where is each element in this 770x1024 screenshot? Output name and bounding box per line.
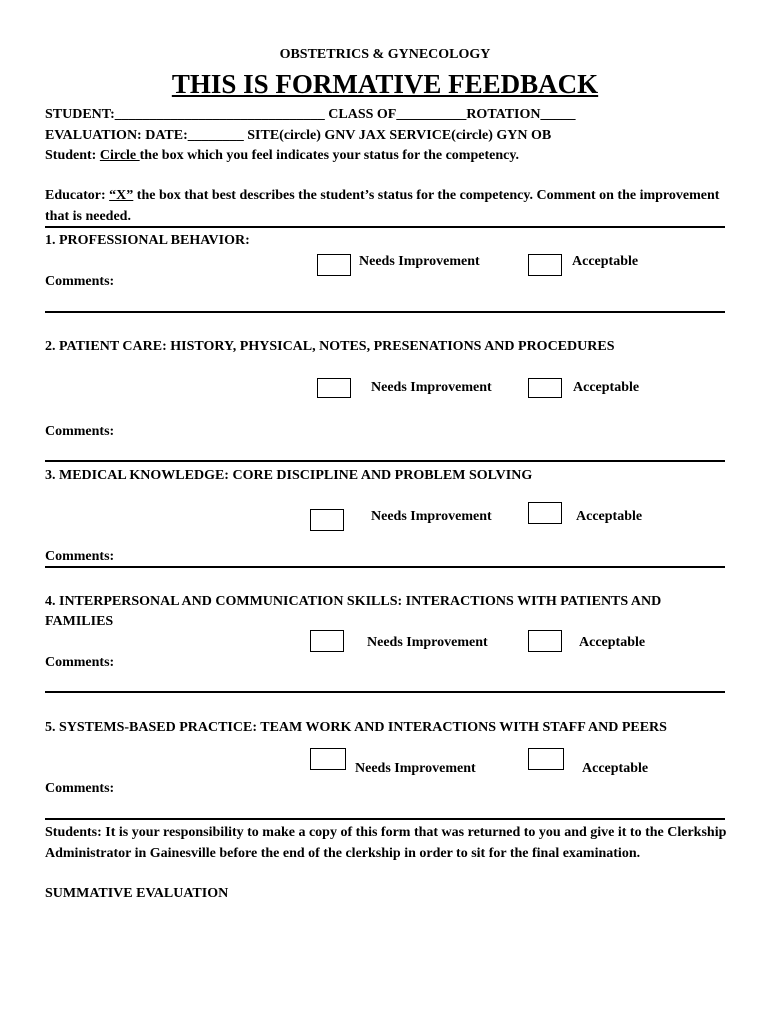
educator-rest: the box that best describes the student’s status for the competency. Comment on the improvement that is needed. [45,188,720,224]
section-1-comments-label: Comments: [45,274,115,289]
educator-prefix: Educator: [45,188,110,203]
section-2-title: 2. PATIENT CARE: HISTORY, PHYSICAL, NOTES, PRESENATIONS AND PROCEDURES [45,339,615,354]
section-4-acceptable-checkbox[interactable] [528,630,562,652]
section-4-comments-label: Comments: [45,655,115,670]
divider [45,818,725,820]
section-4-title: 4. INTERPERSONAL AND COMMUNICATION SKILLS: INTERACTIONS WITH PATIENTS AND [45,594,662,609]
section-4-needs-improvement-checkbox[interactable] [310,630,344,652]
section-4-needs-improvement-label: Needs Improvement [367,635,488,650]
section-1-needs-improvement-checkbox[interactable] [317,254,351,276]
section-2-acceptable-checkbox[interactable] [528,378,562,398]
student-class-rotation-line[interactable]: STUDENT:______________________________ CLASS OF__________ROTATION_____ [45,107,576,122]
divider [45,226,725,228]
student-responsibility-note: Students: It is your responsibility to make a copy of this form that was returned to you and give it to the Clerkship Administrator in Gainesville before the end of the clerkship in order to sit for the final examination. [45,825,727,861]
section-5-acceptable-label: Acceptable [582,761,649,776]
section-1-acceptable-label: Acceptable [572,254,639,269]
divider [45,311,725,313]
section-1-title: 1. PROFESSIONAL BEHAVIOR: [45,233,250,248]
section-5-needs-improvement-label: Needs Improvement [355,761,476,776]
educator-instructions [45,186,735,227]
form-title: THIS IS FORMATIVE FEEDBACK [171,69,599,99]
section-3-comments-label: Comments: [45,549,115,564]
section-5-needs-improvement-checkbox[interactable] [310,748,346,770]
divider [45,691,725,693]
divider [45,460,725,462]
section-2-needs-improvement-checkbox[interactable] [317,378,351,398]
student-instr-circle: Circle [99,148,140,163]
section-4-title-continued: FAMILIES [45,614,114,629]
section-2-comments-label: Comments: [45,424,115,439]
educator-x: “X” [109,188,134,203]
summative-evaluation-heading: SUMMATIVE EVALUATION [45,886,229,901]
section-5-title: 5. SYSTEMS-BASED PRACTICE: TEAM WORK AND INTERACTIONS WITH STAFF AND PEERS [45,720,667,735]
section-3-needs-improvement-label: Needs Improvement [371,509,492,524]
student-instr-rest: the box which you feel indicates your status for the competency. [139,148,520,163]
evaluation-date-site-line[interactable]: EVALUATION: DATE:________ SITE(circle) GNV JAX SERVICE(circle) GYN OB [45,128,552,143]
section-5-acceptable-checkbox[interactable] [528,748,564,770]
section-3-needs-improvement-checkbox[interactable] [310,509,344,531]
section-2-acceptable-label: Acceptable [573,380,640,395]
section-1-acceptable-checkbox[interactable] [528,254,562,276]
section-3-title: 3. MEDICAL KNOWLEDGE: CORE DISCIPLINE AND PROBLEM SOLVING [45,468,533,483]
student-instructions [45,147,519,164]
section-2-needs-improvement-label: Needs Improvement [371,380,492,395]
section-5-comments-label: Comments: [45,781,115,796]
section-4-acceptable-label: Acceptable [579,635,646,650]
section-3-acceptable-checkbox[interactable] [528,502,562,524]
section-1-needs-improvement-label: Needs Improvement [359,254,480,269]
section-3-acceptable-label: Acceptable [576,509,643,524]
department-heading: OBSTETRICS & GYNECOLOGY [279,47,491,62]
divider [45,566,725,568]
student-instr-prefix: Student: [45,148,100,163]
